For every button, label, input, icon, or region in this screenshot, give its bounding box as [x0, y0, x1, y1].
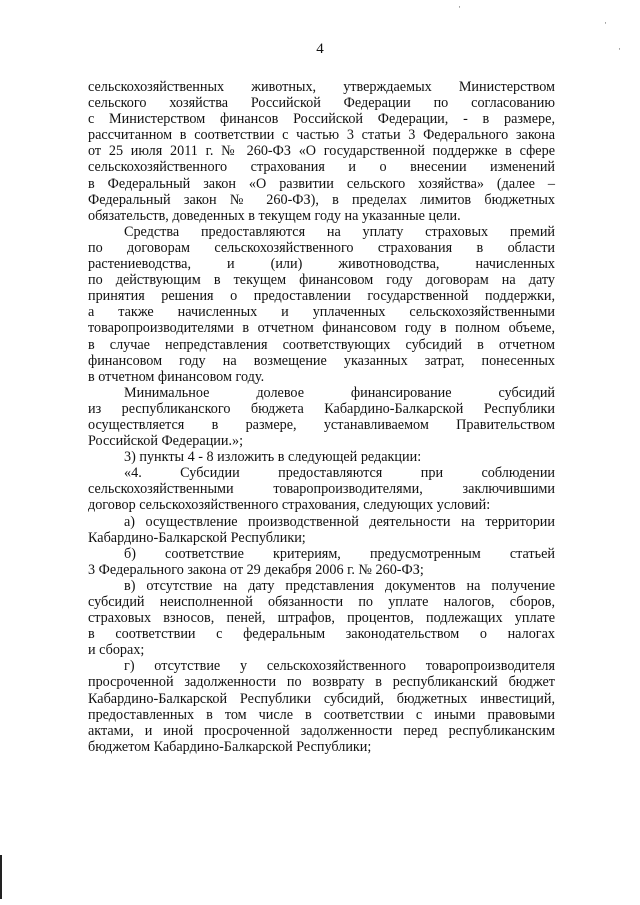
text-line: 3 Федерального закона от 29 декабря 2006 г. № 260-ФЗ;	[88, 561, 424, 578]
text-line: в отчетном финансовом году.	[88, 368, 265, 385]
text-line: по действующим в текущем финансовом году договорам на дату	[88, 272, 555, 289]
text-line: г) отсутствие у сельскохозяйственного товаропроизводителя	[124, 658, 555, 675]
text-line: Российской Федерации.»;	[88, 433, 244, 450]
page-number: 4	[316, 41, 324, 57]
text-line: субсидий неисполненной обязанности по уплате налогов, сборов,	[88, 594, 555, 610]
text-line: предоставленных в том числе в соответствии с иными правовыми	[88, 706, 555, 723]
text-line: в случае непредставления соответствующих субсидий в отчетном	[88, 336, 555, 353]
text-line: сельскохозяйственного страхования и о внесении изменений	[88, 159, 555, 176]
text-line: от 25 июля 2011 г. № 260-ФЗ «О государственной поддержке в сфере	[88, 143, 555, 160]
binding-margin-mark	[0, 855, 2, 899]
text-line: страховых взносов, пеней, штрафов, процентов, подлежащих уплате	[88, 610, 555, 627]
paragraph	[88, 449, 555, 465]
text-line: принятия решения о предоставлении государственной поддержки,	[88, 288, 555, 305]
text-line: финансовом году на возмещение указанных затрат, понесенных	[88, 352, 555, 369]
scan-artifact-tick: ·	[618, 44, 621, 54]
paragraph	[88, 546, 555, 578]
document-body	[88, 79, 555, 755]
text-line: в соответствии с федеральным законодательством о налогах	[88, 626, 555, 643]
text-line: бюджетом Кабардино-Балкарской Республики;	[88, 738, 372, 755]
text-line: а) осуществление производственной деятельности на территории	[124, 513, 555, 530]
text-line: осуществляется в размере, устанавливаемом Правительством	[88, 416, 555, 433]
scan-artifact-tick: ·	[458, 2, 461, 12]
paragraph	[88, 79, 555, 224]
paragraph	[88, 578, 555, 658]
scan-artifact-tick: ·	[604, 18, 607, 28]
text-line: Минимальное долевое финансирование субсидий	[124, 384, 555, 401]
text-line: просроченной задолженности по возврату в республиканский бюджет	[88, 674, 555, 691]
paragraph	[88, 385, 555, 449]
paragraph	[88, 514, 555, 546]
text-line: Кабардино-Балкарской Республики субсидий, бюджетных инвестиций,	[88, 690, 555, 707]
text-line: а также начисленных и уплаченных сельскохозяйственными	[88, 304, 555, 321]
paragraph	[88, 465, 555, 513]
text-line: Кабардино-Балкарской Республики;	[88, 529, 306, 546]
text-line: рассчитанном в соответствии с частью 3 статьи 3 Федерального закона	[88, 127, 555, 144]
paragraph	[88, 224, 555, 385]
text-line: сельского хозяйства Российской Федерации по согласованию	[88, 95, 555, 112]
text-line: сельскохозяйственными товаропроизводителями, заключившими	[88, 481, 555, 498]
text-line: сельскохозяйственных животных, утверждаемых Министерством	[88, 79, 555, 95]
text-line: с Министерством финансов Российской Федерации, - в размере,	[88, 111, 555, 128]
text-line: договор сельскохозяйственного страхования, следующих условий:	[88, 497, 491, 514]
text-line: Федеральный закон № 260-ФЗ), в пределах лимитов бюджетных	[88, 191, 555, 208]
text-line: 3) пункты 4 - 8 изложить в следующей редакции:	[124, 449, 422, 466]
text-line: актами, и иной просроченной задолженности перед республиканским	[88, 722, 555, 739]
text-line: «4. Субсидии предоставляются при соблюдении	[124, 465, 555, 482]
text-line: в) отсутствие на дату представления документов на получение	[124, 577, 555, 594]
text-line: б) соответствие критериям, предусмотренным статьей	[124, 545, 555, 562]
text-line: в Федеральный закон «О развитии сельского хозяйства» (далее –	[88, 175, 555, 192]
text-line: по договорам сельскохозяйственного страхования в области	[88, 239, 555, 256]
text-line: растениеводства, и (или) животноводства, начисленных	[88, 256, 555, 273]
text-line: и сборах;	[88, 642, 145, 659]
text-line: обязательств, доведенных в текущем году на указанные цели.	[88, 207, 461, 224]
paragraph	[88, 658, 555, 755]
text-line: из республиканского бюджета Кабардино-Балкарской Республики	[88, 400, 555, 417]
text-line: товаропроизводителями в отчетном финансовом году в полном объеме,	[88, 320, 555, 337]
text-line: Средства предоставляются на уплату страховых премий	[124, 223, 555, 240]
